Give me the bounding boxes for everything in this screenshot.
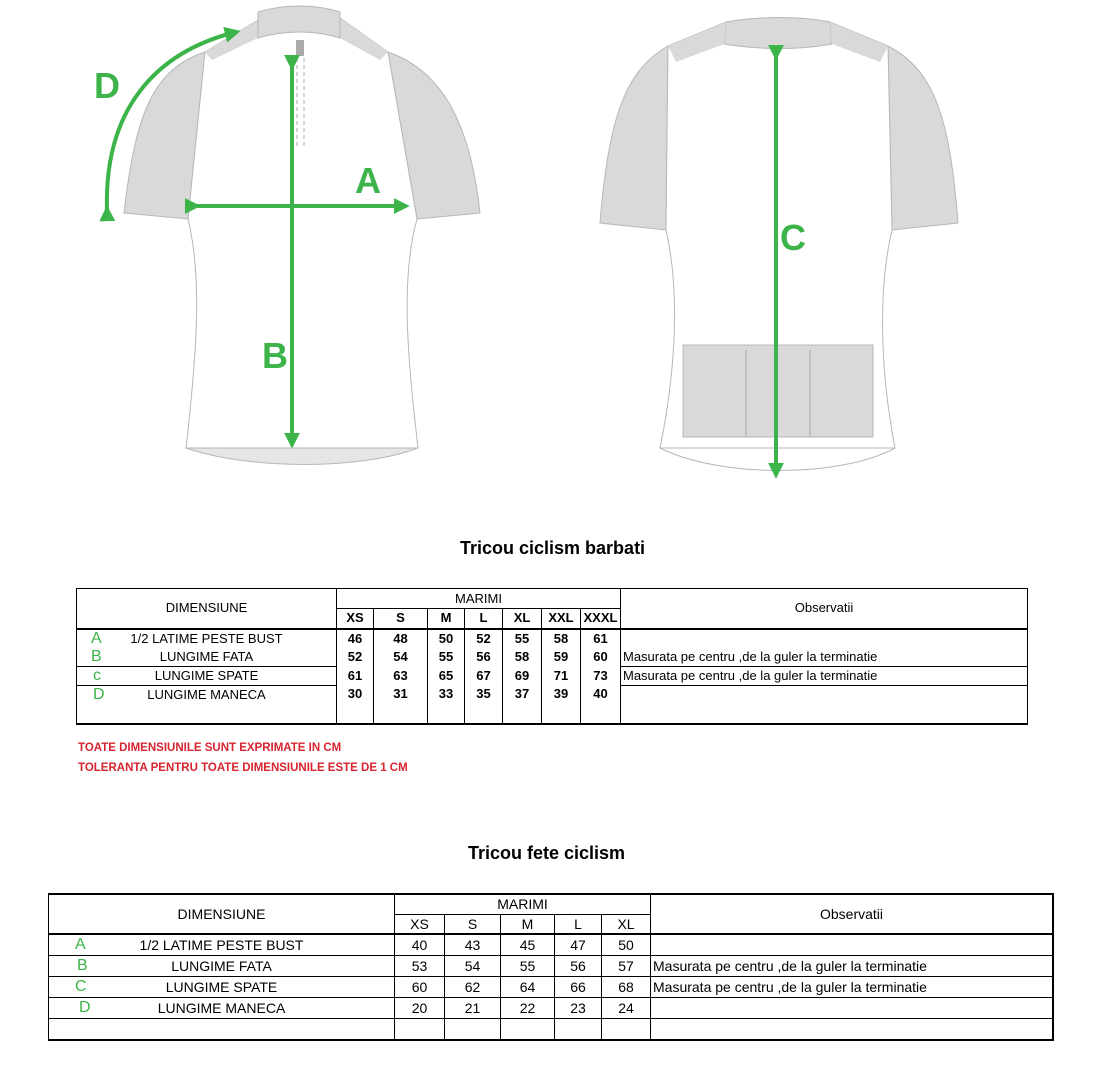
value-cell: 52 — [465, 629, 503, 648]
note-cell — [651, 934, 1054, 955]
table-row — [49, 934, 1054, 955]
value-cell: 61 — [337, 666, 374, 685]
dimension-label: 1/2 LATIME PESTE BUST — [130, 630, 283, 646]
dimension-cell — [49, 934, 395, 955]
value-cell: 50 — [428, 629, 465, 648]
dimension-header: DIMENSIUNE — [49, 894, 395, 934]
value-cell: 21 — [445, 997, 501, 1018]
dimension-header: DIMENSIUNE — [77, 589, 337, 629]
value-cell: 22 — [501, 997, 555, 1018]
table-row — [77, 685, 1028, 704]
value-cell: 52 — [337, 648, 374, 667]
size-header: S — [374, 609, 428, 629]
note-cell: Masurata pe centru ,de la guler la terminatie — [621, 666, 1028, 685]
size-header: L — [465, 609, 503, 629]
dimension-label: LUNGIME SPATE — [154, 667, 259, 683]
value-cell: 63 — [374, 666, 428, 685]
table-row — [77, 629, 1028, 648]
size-header: XL — [503, 609, 542, 629]
label-d: D — [94, 65, 120, 106]
value-cell: 30 — [337, 685, 374, 704]
value-cell: 55 — [501, 955, 555, 976]
note-cell — [621, 629, 1028, 648]
dimension-letter: A — [75, 935, 86, 953]
value-cell: 47 — [555, 934, 602, 955]
value-cell: 40 — [395, 934, 445, 955]
value-cell: 66 — [555, 976, 602, 997]
table-row — [77, 648, 1028, 667]
value-cell: 40 — [593, 686, 608, 702]
value-cell: 39 — [542, 685, 581, 704]
table-row — [49, 955, 1054, 976]
value-cell: 69 — [503, 666, 542, 685]
dimension-label: LUNGIME MANECA — [157, 999, 286, 1016]
units-note: TOATE DIMENSIUNILE SUNT EXPRIMATE IN CM — [78, 742, 342, 754]
value-cell: 23 — [555, 997, 602, 1018]
dimension-label: 1/2 LATIME PESTE BUST — [139, 936, 304, 953]
dimension-letter: D — [93, 685, 105, 703]
value-cell: 50 — [602, 934, 651, 955]
size-header: XL — [602, 914, 651, 934]
value-cell: 58 — [542, 629, 581, 648]
women-table-title: Tricou fete ciclism — [468, 843, 626, 863]
dimension-cell — [77, 648, 337, 667]
dimension-letter: C — [75, 977, 87, 995]
dimension-label: LUNGIME FATA — [171, 957, 272, 974]
dimension-letter: B — [77, 956, 88, 974]
value-cell: 59 — [542, 648, 581, 667]
value-cell: 53 — [395, 955, 445, 976]
men-table-title: Tricou ciclism barbati — [460, 538, 646, 558]
label-b: B — [262, 335, 288, 376]
dimension-cell — [77, 629, 337, 648]
tolerance-note: TOLERANTA PENTRU TOATE DIMENSIUNILE ESTE DE 1 CM — [78, 762, 408, 774]
dimension-letter: D — [79, 998, 91, 1016]
label-a: A — [355, 160, 381, 201]
value-cell: 45 — [501, 934, 555, 955]
value-cell: 55 — [428, 648, 465, 667]
dimension-letter: c — [93, 666, 101, 684]
value-cell: 58 — [503, 648, 542, 667]
dimension-cell — [49, 997, 395, 1018]
value-cell: 56 — [465, 648, 503, 667]
value-cell: 20 — [395, 997, 445, 1018]
size-header: XXL — [542, 609, 581, 629]
men-size-table — [76, 588, 1028, 725]
value-cell: 71 — [542, 666, 581, 685]
note-cell: Masurata pe centru ,de la guler la terminatie — [651, 955, 1054, 976]
table-row — [49, 976, 1054, 997]
value-cell: 31 — [374, 685, 428, 704]
dimension-cell — [49, 976, 395, 997]
value-cell: 67 — [465, 666, 503, 685]
value-cell: 68 — [602, 976, 651, 997]
note-cell: Masurata pe centru ,de la guler la terminatie — [621, 648, 1028, 667]
value-cell: 64 — [501, 976, 555, 997]
table-row — [77, 666, 1028, 685]
dimension-cell — [77, 685, 337, 704]
value-cell: 33 — [428, 685, 465, 704]
sizes-header: MARIMI — [337, 589, 621, 609]
value-cell: 54 — [445, 955, 501, 976]
size-header: M — [428, 609, 465, 629]
value-cell: 46 — [337, 629, 374, 648]
value-cell: 37 — [503, 685, 542, 704]
value-cell: 61 — [593, 630, 608, 646]
dimension-letter: A — [91, 629, 102, 647]
value-cell: 60 — [395, 976, 445, 997]
value-cell: 73 — [593, 667, 608, 683]
dimension-letter: B — [91, 647, 102, 665]
value-cell: 55 — [503, 629, 542, 648]
size-header: S — [445, 914, 501, 934]
dimension-cell — [77, 666, 337, 685]
dimension-label: LUNGIME FATA — [159, 648, 254, 664]
dimension-label: LUNGIME SPATE — [165, 978, 278, 995]
jersey-front — [124, 6, 480, 465]
jersey-diagram — [0, 0, 1116, 520]
sizes-header: MARIMI — [395, 894, 651, 914]
jersey-back — [600, 18, 958, 471]
note-cell — [651, 997, 1054, 1018]
size-header: XXXL — [581, 609, 621, 629]
value-cell: 48 — [374, 629, 428, 648]
women-size-table — [48, 893, 1054, 1041]
dimension-label: LUNGIME MANECA — [147, 686, 266, 702]
size-header: XS — [395, 914, 445, 934]
note-cell — [621, 685, 1028, 704]
value-cell: 65 — [428, 666, 465, 685]
value-cell: 24 — [602, 997, 651, 1018]
note-cell: Masurata pe centru ,de la guler la terminatie — [651, 976, 1054, 997]
value-cell: 54 — [374, 648, 428, 667]
value-cell: 43 — [445, 934, 501, 955]
observations-header: Observatii — [651, 894, 1054, 934]
table-row — [49, 997, 1054, 1018]
value-cell: 62 — [445, 976, 501, 997]
label-c: C — [780, 217, 806, 258]
observations-header: Observatii — [621, 589, 1028, 629]
size-header: XS — [337, 609, 374, 629]
size-header: M — [501, 914, 555, 934]
value-cell: 35 — [465, 685, 503, 704]
value-cell: 56 — [555, 955, 602, 976]
value-cell: 57 — [602, 955, 651, 976]
value-cell: 60 — [593, 648, 608, 664]
size-header: L — [555, 914, 602, 934]
dimension-cell — [49, 955, 395, 976]
